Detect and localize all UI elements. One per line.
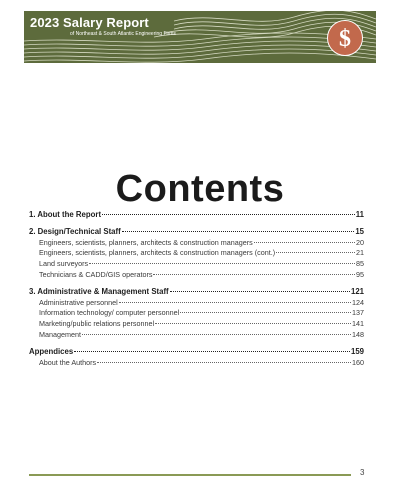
toc-entry[interactable] (29, 238, 364, 249)
toc-label: Management (39, 329, 81, 339)
toc-page-number: 95 (356, 269, 364, 279)
toc-page-number: 160 (352, 357, 364, 367)
dot-leader (82, 334, 351, 335)
dot-leader (155, 323, 351, 324)
table-of-contents (29, 210, 364, 368)
dot-leader (122, 231, 355, 232)
toc-label: Appendices (29, 346, 74, 356)
toc-section[interactable] (29, 347, 364, 358)
toc-label: About the Authors (39, 357, 97, 367)
toc-entry[interactable] (29, 358, 364, 369)
dot-leader (89, 263, 355, 264)
toc-label: Administrative personnel (39, 297, 118, 307)
toc-entry[interactable] (29, 259, 364, 270)
toc-label: Technicians & CADD/GIS operators (39, 269, 153, 279)
svg-text:$: $ (339, 26, 351, 52)
toc-page-number: 121 (350, 286, 364, 296)
report-banner (24, 11, 376, 63)
page-number: 3 (360, 468, 365, 477)
dot-leader (102, 214, 355, 215)
dot-leader (97, 362, 351, 363)
toc-entry[interactable] (29, 330, 364, 341)
toc-label: 1. About the Report (29, 210, 102, 219)
toc-entry[interactable] (29, 270, 364, 281)
toc-label: Information technology/ computer personnel (39, 308, 180, 318)
toc-page-number: 137 (352, 308, 364, 318)
toc-page-number: 21 (356, 248, 364, 258)
page-title: Contents (115, 168, 285, 210)
toc-page-number: 85 (356, 259, 364, 269)
dot-leader (180, 312, 351, 313)
toc-entry[interactable] (29, 319, 364, 330)
toc-page-number: 141 (352, 319, 364, 329)
dot-leader (119, 302, 351, 303)
toc-page-number: 159 (350, 346, 364, 356)
dollar-sign-icon (327, 20, 363, 56)
report-title: 2023 Salary Report (30, 15, 149, 30)
dot-leader (170, 291, 350, 292)
toc-section[interactable] (29, 227, 364, 238)
toc-label: Engineers, scientists, planners, architects & construction managers (cont.) (39, 248, 276, 258)
toc-page-number: 148 (352, 329, 364, 339)
footer-rule (29, 474, 351, 476)
report-subtitle: of Northeast & South Atlantic Engineering Firms (70, 31, 176, 37)
dot-leader (276, 252, 355, 253)
toc-page-number: 20 (356, 237, 364, 247)
dot-leader (153, 274, 355, 275)
toc-label: Marketing/public relations personnel (39, 319, 155, 329)
toc-entry[interactable] (29, 248, 364, 259)
toc-page-number: 11 (355, 210, 364, 219)
toc-label: Engineers, scientists, planners, architects & construction managers (39, 237, 253, 247)
toc-entry[interactable] (29, 298, 364, 309)
toc-page-number: 15 (355, 226, 364, 236)
toc-label: 3. Administrative & Management Staff (29, 286, 169, 296)
toc-page-number: 124 (352, 297, 364, 307)
toc-section[interactable] (29, 210, 364, 221)
dot-leader (74, 351, 350, 352)
toc-section[interactable] (29, 287, 364, 298)
toc-entry[interactable] (29, 308, 364, 319)
dot-leader (254, 242, 355, 243)
toc-label: 2. Design/Technical Staff (29, 226, 121, 236)
toc-label: Land surveyors (39, 259, 89, 269)
